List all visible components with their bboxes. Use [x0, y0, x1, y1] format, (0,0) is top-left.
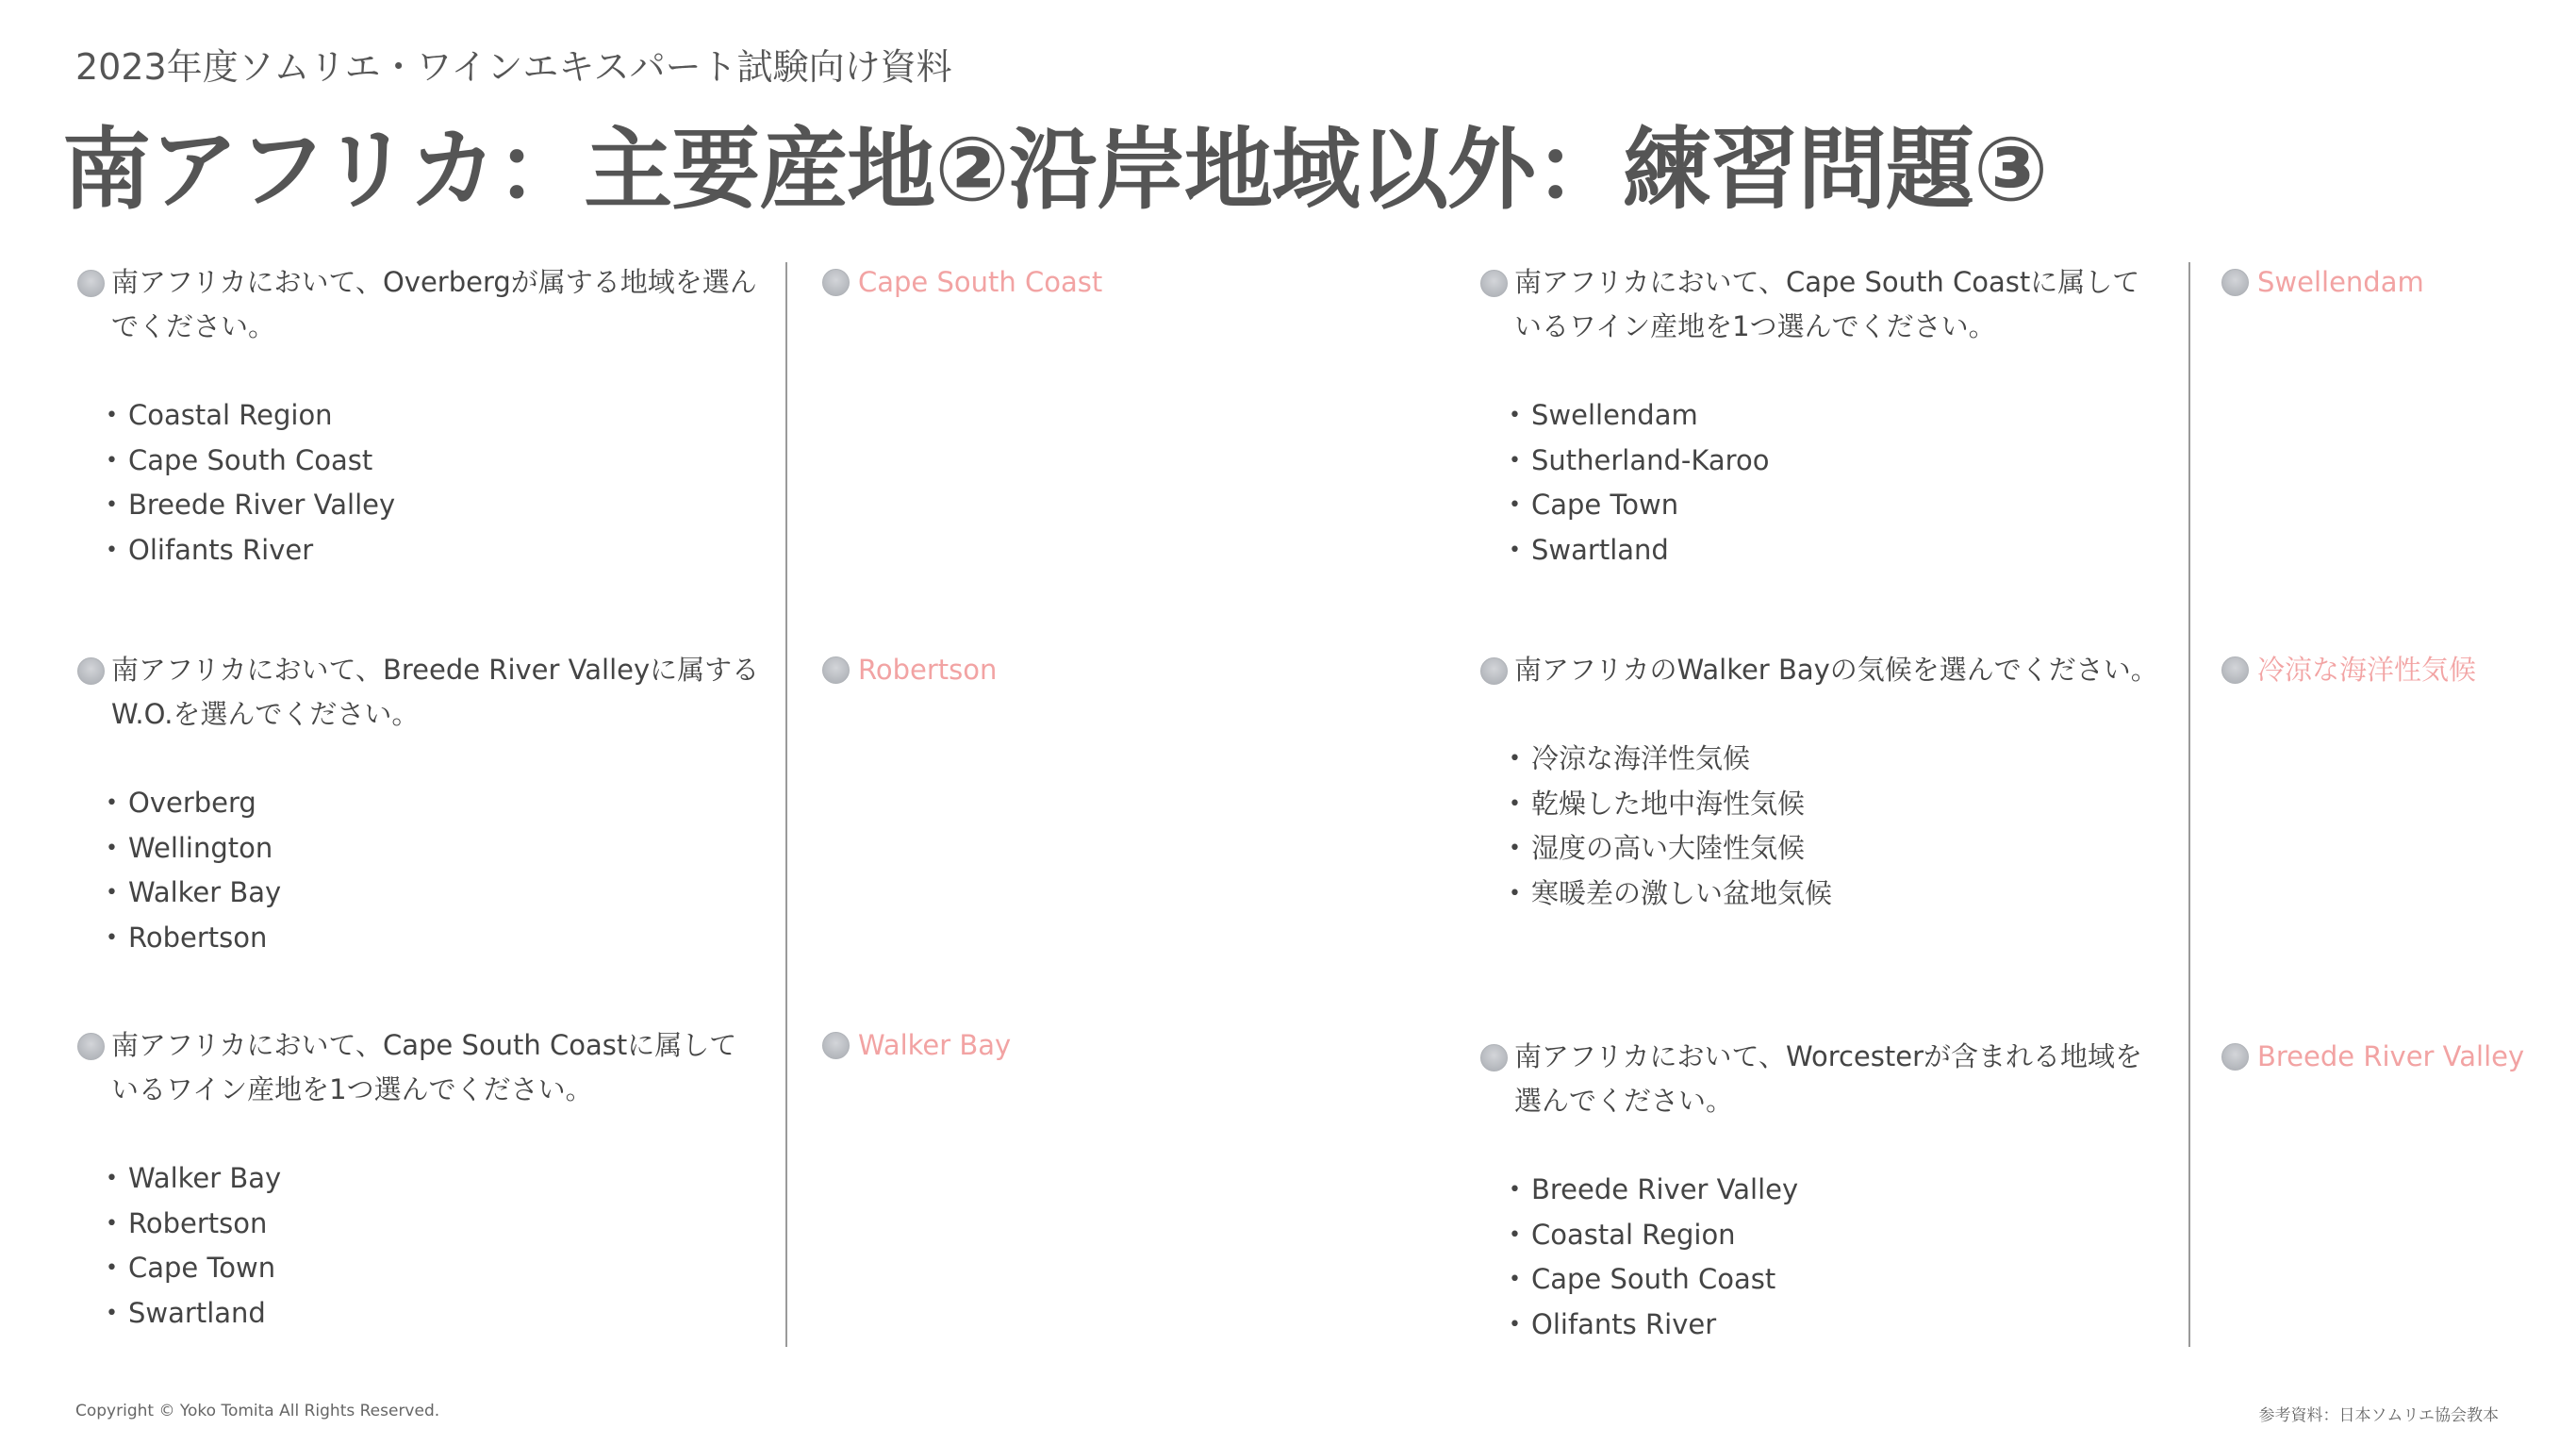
- answer-bullet-icon: [822, 269, 850, 296]
- answer-bullet-icon: [2221, 269, 2249, 296]
- question-bullet-icon: [1480, 657, 1508, 685]
- answer-text: Cape South Coast: [858, 266, 1103, 298]
- copyright-notice: Copyright © Yoko Tomita All Rights Reserved.: [75, 1402, 440, 1420]
- answer-3: [822, 1023, 1011, 1068]
- question-3: [77, 1023, 764, 1336]
- question-text: 南アフリカにおいて、Cape South Coastに属しているワイン産地を1つ選んでください。: [1514, 266, 2140, 342]
- option-list: [1480, 1168, 2167, 1347]
- option-item: • Robertson: [106, 916, 764, 961]
- option-item: • Breede River Valley: [1509, 1168, 2167, 1213]
- option-item: • 冷涼な海洋性気候: [1509, 737, 2167, 782]
- answer-bullet-icon: [822, 656, 850, 684]
- option-list: [1480, 393, 2167, 573]
- option-item: • Cape Town: [1509, 483, 2167, 528]
- option-item: • Cape South Coast: [1509, 1257, 2167, 1303]
- answer-5: [2221, 648, 2476, 692]
- option-item: • 湿度の高い大陸性気候: [1509, 826, 2167, 872]
- option-item: • Walker Bay: [106, 871, 764, 916]
- answer-text: Robertson: [858, 654, 998, 686]
- option-item: • Sutherland-Karoo: [1509, 439, 2167, 484]
- question-bullet-icon: [1480, 1044, 1508, 1071]
- question-2: [77, 648, 764, 960]
- question-text: 南アフリカにおいて、Overbergが属する地域を選んでください。: [111, 266, 757, 342]
- column-divider-left: [785, 262, 787, 1347]
- option-item: • Coastal Region: [1509, 1213, 2167, 1258]
- answer-text: Swellendam: [2257, 266, 2424, 298]
- question-text: 南アフリカにおいて、Cape South Coastに属しているワイン産地を1つ選んでください。: [111, 1029, 737, 1105]
- question-text: 南アフリカのWalker Bayの気候を選んでください。: [1514, 654, 2158, 686]
- answer-bullet-icon: [2221, 656, 2249, 684]
- option-list: [1480, 737, 2167, 916]
- question-5: [1480, 648, 2167, 916]
- answer-1: [822, 260, 1102, 305]
- answer-text: Breede River Valley: [2257, 1040, 2525, 1072]
- answer-text: Walker Bay: [858, 1029, 1012, 1061]
- question-bullet-icon: [1480, 270, 1508, 297]
- column-divider-right: [2188, 262, 2190, 1347]
- option-item: • Cape South Coast: [106, 439, 764, 484]
- slide-subtitle: 2023年度ソムリエ・ワインエキスパート試験向け資料: [75, 46, 952, 88]
- answer-2: [822, 648, 997, 692]
- question-bullet-icon: [77, 1033, 105, 1060]
- answer-text: 冷涼な海洋性気候: [2257, 654, 2477, 686]
- option-item: • Robertson: [106, 1202, 764, 1247]
- question-bullet-icon: [77, 657, 105, 685]
- option-list: [77, 393, 764, 573]
- question-bullet-icon: [77, 270, 105, 297]
- answer-6: [2221, 1035, 2524, 1079]
- option-item: • Overberg: [106, 781, 764, 826]
- reference-note: 参考資料：日本ソムリエ協会教本: [2258, 1406, 2499, 1425]
- question-4: [1480, 260, 2167, 573]
- option-item: • Coastal Region: [106, 393, 764, 439]
- question-1: [77, 260, 764, 573]
- option-item: • Breede River Valley: [106, 483, 764, 528]
- option-item: • Olifants River: [1509, 1303, 2167, 1348]
- question-text: 南アフリカにおいて、Worcesterが含まれる地域を選んでください。: [1514, 1040, 2143, 1117]
- answer-bullet-icon: [822, 1032, 850, 1059]
- option-item: • Swellendam: [1509, 393, 2167, 439]
- question-6: [1480, 1035, 2167, 1347]
- answer-4: [2221, 260, 2424, 305]
- option-item: • Cape Town: [106, 1246, 764, 1291]
- option-item: • Olifants River: [106, 528, 764, 573]
- option-item: • Wellington: [106, 826, 764, 872]
- option-item: • Walker Bay: [106, 1156, 764, 1202]
- option-list: [77, 781, 764, 960]
- question-text: 南アフリカにおいて、Breede River Valleyに属するW.O.を選んでください。: [111, 654, 760, 730]
- option-item: • 寒暖差の激しい盆地気候: [1509, 872, 2167, 917]
- slide-title: 南アフリカ：主要産地②沿岸地域以外：練習問題③: [62, 119, 2048, 222]
- option-item: • 乾燥した地中海性気候: [1509, 782, 2167, 827]
- option-list: [77, 1156, 764, 1336]
- option-item: • Swartland: [106, 1291, 764, 1337]
- answer-bullet-icon: [2221, 1043, 2249, 1071]
- option-item: • Swartland: [1509, 528, 2167, 573]
